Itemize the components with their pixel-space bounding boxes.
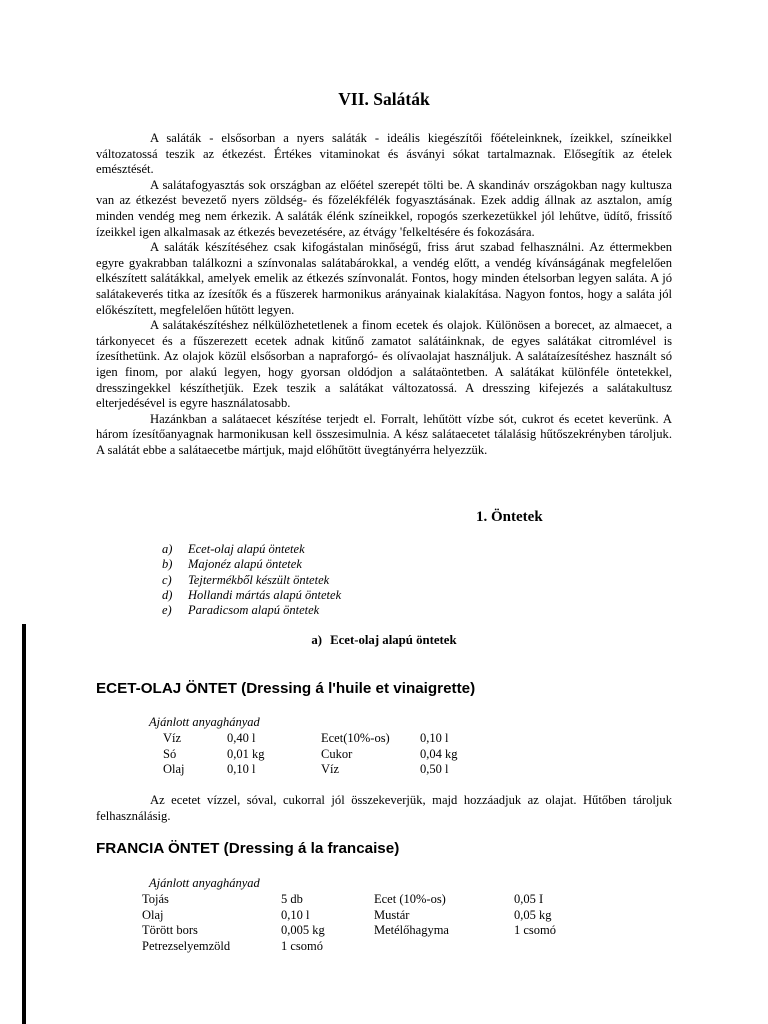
ingredient-amount: 0,05 I xyxy=(514,892,544,906)
recipe-title-vinaigrette: ECET-OLAJ ÖNTET (Dressing á l'huile et vinaigrette) xyxy=(96,680,476,697)
table-row xyxy=(142,908,594,924)
ingredient-name: Cukor xyxy=(321,746,353,761)
intro-paragraph-5: Hazánkban a salátaecet készítése terjedt el. Forralt, lehűtött vízbe sót, cukrot és ecetet keverünk. A három ízesítőanyagnak harmonikusan kell összesimulnia. A kész salátaecetet tálalásig hűtőszekrényben tároljuk. A salátát ebbe a salátaecetbe mártjuk, majd előhűtött üvegtányérra helyezzük. xyxy=(96,411,672,457)
ingredient-name: Víz xyxy=(163,731,182,745)
intro-paragraph-1: A saláták - elsősorban a nyers saláták - ideális kiegészítői főételeinknek, ízeikkel, színeikkel változatossá teszik az étkezést. Értékes vitaminokat és ásványi sókat tartalmaznak. Elősegítik az ételek emésztését. xyxy=(96,131,672,177)
list-letter: b) xyxy=(162,557,173,572)
ingredient-amount: 0,005 kg xyxy=(281,923,325,937)
list-label: Hollandi mártás alapú öntetek xyxy=(188,587,342,602)
list-item xyxy=(162,573,341,588)
list-label: Tejtermékből készült öntetek xyxy=(188,572,330,587)
recipe-title-francaise: FRANCIA ÖNTET (Dressing á la francaise) xyxy=(96,840,400,857)
list-letter: c) xyxy=(162,572,172,587)
list-item xyxy=(162,588,341,603)
ingredient-name: Mustár xyxy=(374,907,410,922)
ingredient-amount: 5 db xyxy=(281,892,303,906)
ingredient-name: Tojás xyxy=(142,892,169,906)
list-label: Paradicsom alapú öntetek xyxy=(188,603,320,618)
ingredient-name: Olaj xyxy=(142,907,164,922)
ingredient-name: Ecet(10%-os) xyxy=(321,731,390,745)
margin-bar xyxy=(22,624,26,1024)
ingredient-name: Olaj xyxy=(163,762,185,776)
intro-paragraph-2: A salátafogyasztás sok országban az előétel szerepét tölti be. A skandináv országokban nagy kultusza van az étkezést bevezető nyers zöldség- és főzelékfélék fogyasztásának. Ezek addig állnak az asztalon, amíg minden vendég meg nem érkezik. A saláták élénk színeikkel, ropogós szerkezetükkel jól lehűtve, üdítő, frissítő ízeikkel igen alkalmasak az étkezés bevezetésére, az étvágy 'felkeltésére és fokozására. xyxy=(96,177,672,239)
list-item xyxy=(162,603,341,618)
intro-paragraph-3: A saláták készítéséhez csak kifogástalan minőségű, friss árut szabad felhasználni. Az éttermekben egyre gyakrabban találkozni a színvonalas salátabárokkal, a vendég előtt, a vendég kívánságának megfelelően elkészített salátákkal, amelyek emelik az étkezés színvonalát. Fontos, hogy minden ételsorban legyen saláta. A jó salátakeverés titka az ízesítők és a fűszerek harmonikus arányainak kialakítása. Nagyon fontos, hogy a saláta jól előkészített, megfelelően hűtött legyen. xyxy=(96,240,672,317)
table-row xyxy=(142,923,594,939)
dressing-type-list xyxy=(162,542,341,618)
subsection-letter: a) xyxy=(311,633,323,647)
ingredient-amount: 0,10 l xyxy=(227,762,256,776)
ingredient-amount: 0,10 l xyxy=(281,907,310,922)
ingredients-heading: Ajánlott anyaghányad xyxy=(149,715,260,729)
table-row xyxy=(163,762,500,778)
list-letter: e) xyxy=(162,603,172,618)
recipe-method-vinaigrette: Az ecetet vízzel, sóval, cukorral jól összekeverjük, majd hozzáadjuk az olajat. Hűtőben tároljuk felhasználásig. xyxy=(96,793,672,823)
ingredient-amount: 1 csomó xyxy=(281,938,324,953)
ingredient-amount: 0,04 kg xyxy=(420,746,458,761)
ingredients-table-vinaigrette xyxy=(163,731,500,778)
section-title: 1. Öntetek xyxy=(476,509,543,525)
ingredient-amount: 0,05 kg xyxy=(514,907,552,922)
ingredients-heading: Ajánlott anyaghányad xyxy=(149,876,260,890)
subsection-title xyxy=(0,633,768,648)
intro-text xyxy=(96,131,672,458)
ingredient-amount: 0,40 l xyxy=(227,731,256,745)
ingredient-name: Törött bors xyxy=(142,923,198,937)
list-label: Ecet-olaj alapú öntetek xyxy=(188,542,305,556)
table-row xyxy=(142,939,594,955)
ingredient-name: Ecet (10%-os) xyxy=(374,892,446,906)
chapter-title: VII. Saláták xyxy=(338,89,430,109)
ingredient-name xyxy=(374,939,514,955)
list-item xyxy=(162,557,341,572)
table-row xyxy=(163,731,500,747)
list-letter: d) xyxy=(162,587,173,602)
table-row xyxy=(163,747,500,763)
ingredient-amount: 0,01 kg xyxy=(227,746,265,761)
table-row xyxy=(142,892,594,908)
ingredient-name: Víz xyxy=(321,762,340,776)
list-label: Majonéz alapú öntetek xyxy=(188,557,302,572)
list-item xyxy=(162,542,341,557)
list-letter: a) xyxy=(162,542,173,556)
intro-paragraph-4: A salátakészítéshez nélkülözhetetlenek a finom ecetek és olajok. Különösen a borecet, az almaecet, a tárkonyecet és a fűszerezett ecetek adnak kitűnő zamatot salátáinknak, de egyes salátákat citromlével is ízesíthetünk. Az olajok közül elsősorban a napraforgó- és olívaolajat használjuk. A salátaízesítéshez használt só igen finom, por alakú legyen, hogy gyorsan oldódjon a salátaöntetben. A salátákat különféle öntetekkel, dresszingekkel készíthetjük. Ezek teszik a salátákat változatossá. A dresszing kifejezés a salátakultusz elterjedésével is egyre használatosabb. xyxy=(96,318,672,411)
ingredient-amount: 1 csomó xyxy=(514,923,557,937)
ingredient-amount: 0,10 l xyxy=(420,731,449,745)
ingredient-name: Só xyxy=(163,746,177,761)
ingredient-amount xyxy=(514,939,594,955)
ingredients-table-francaise xyxy=(142,892,594,954)
ingredient-name: Petrezselyemzöld xyxy=(142,938,231,953)
subsection-label: Ecet-olaj alapú öntetek xyxy=(330,633,457,647)
ingredient-amount: 0,50 l xyxy=(420,762,449,776)
ingredient-name: Metélőhagyma xyxy=(374,923,449,937)
